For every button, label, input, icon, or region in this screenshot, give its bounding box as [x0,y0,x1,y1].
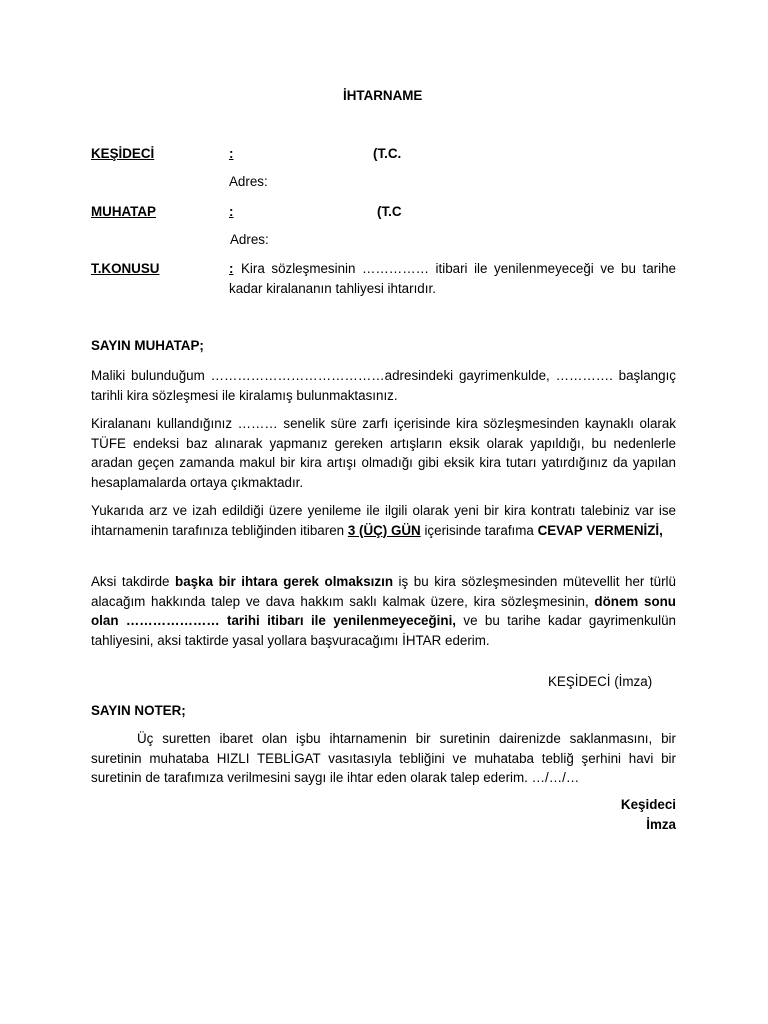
konu-label-text: T.KONUSU [91,261,160,276]
muhatap-colon: : [229,204,234,219]
noter-paragraph: Üç suretten ibaret olan işbu ihtarnamenin bir suretinin dairenizde saklanmasını, bir suretinin muhataba HIZLI TEBLİGAT vasıtasıyla tebliğini ve muhataba tebliğ şerhini havi bir suretinin de tarafımıza verilmesini saygı ile ihtar eden olarak talep ederim. …/…/… [91,731,676,785]
paragraph-4-a: Aksi takdirde [91,574,176,589]
keside-label-text: KEŞİDECİ [91,146,155,161]
konu-colon: : [229,261,234,276]
keside-signature: KEŞİDECİ (İmza) [548,674,653,689]
paragraph-3-a: Yukarıda arz ve izah edildiği üzere yenileme ile ilgili olarak yeni bir kira kontratı talebiniz var ise ihtarnamenin tarafınıza tebliğinden itibaren [91,503,676,538]
muhatap-tc: (T.C [377,204,402,219]
paragraph-4-d: dönem sonu olan ………………… tarihi itibarı ile yenilenmeyeceğini, [91,593,676,628]
muhatap-label-text: MUHATAP [91,204,156,219]
signature-imza: İmza [646,817,676,832]
keside-tc: (T.C. [373,146,402,161]
paragraph-3 [91,501,676,540]
paragraph-4-c: iş bu kira sözleşmesinden mütevellit her türlü alacağım hakkında talep ve dava hakkım saklı kalmak üzere, kira sözleşmesinin, [91,574,676,609]
paragraph-4-b: başka bir ihtara gerek olmaksızın [175,574,393,589]
signature-name: Keşideci [620,797,676,812]
paragraph-4 [91,572,676,650]
keside-label [91,146,228,161]
paragraph-3-c: içerisinde tarafıma [420,522,538,538]
muhatap-salutation: SAYIN MUHATAP; [91,338,204,353]
muhatap-label [91,204,228,219]
paragraph-1: Maliki bulunduğum …………………………………adresindeki gayrimenkulde, …………. başlangıç tarihli kira sözleşmesi ile kiralamış bulunmaktasınız. [91,368,676,403]
muhatap-address-label: Adres: [230,232,269,247]
paragraph-2: Kiralananı kullandığınız ……… senelik süre zarfı içerisinde kira sözleşmesinden kaynaklı olarak TÜFE endeksi baz alınarak yapmanız gereken artışların eksik olarak yapıldığı, bu nedenlerle aradan geçen zamanda makul bir kira artışı olmadığı gibi eksik kira tutarı yatırdığınız da yapılan hesaplamalarda ortaya çıkmaktadır. [91,416,676,490]
reply-deadline: 3 (ÜÇ) GÜN [347,522,421,538]
reply-request: CEVAP VERMENİZİ, [537,522,663,538]
konu-text-line2: kadar kiralananın tahliyesi ihtarıdır. [229,281,436,296]
document-title: İHTARNAME [343,88,423,103]
konu-label [91,261,228,276]
paragraph-4-e: ve bu tarihe kadar gayrimenkulün tahliyesini, aksi taktirde yasal yollara başvuracağımı İHTAR ederim. [91,613,676,648]
noter-salutation: SAYIN NOTER; [91,703,186,718]
keside-address-label: Adres: [229,174,268,189]
konu-text-line1: Kira sözleşmesinin …………… itibari ile yenilenmeyeceği ve bu tarihe [241,261,676,276]
keside-colon: : [229,146,234,161]
